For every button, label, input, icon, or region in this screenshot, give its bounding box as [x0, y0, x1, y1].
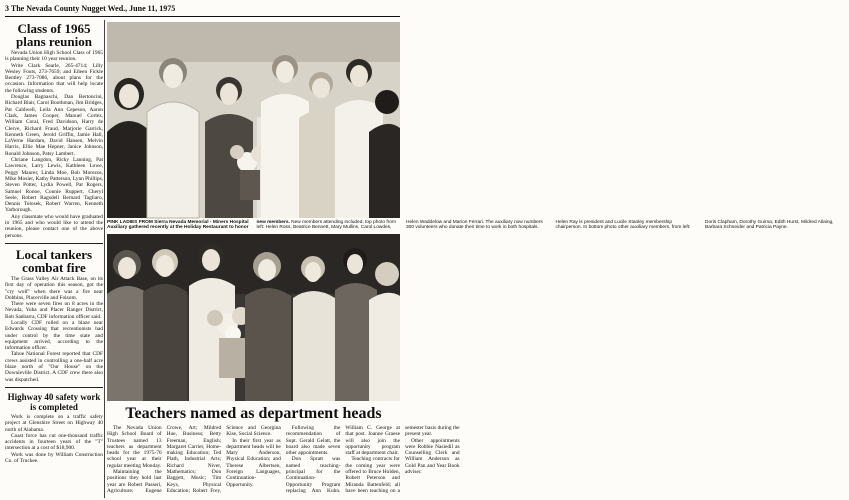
issue-date: Wed., June 11, 1975 [107, 4, 176, 13]
page-header [5, 4, 400, 16]
tankers-paragraph: The Grass Valley Air Attack Base, on its first day of operation this season, got the "cry wolf" when there was a fire near Dobbins, Placerville and Folsom. [5, 275, 103, 301]
pink-ladies-photo-top [107, 22, 400, 218]
group-photo-illustration [107, 234, 400, 401]
photo-caption [107, 220, 834, 234]
tankers-paragraph: There were seven fires on 8 acres in the Nevada, Yuba and Placer Ranger District, Bob Sanbarra, CDF information officer said. [5, 301, 103, 320]
group-photo-illustration [107, 22, 400, 218]
tankers-paragraph: Tahoe National Forest reported that CDF crews assisted in controlling a one-half acre blaze north of "Our House" on the Downieville District. A CDF crew there also was dispatched. [5, 351, 103, 383]
paper-name: The Nevada County Nugget [10, 4, 106, 13]
tankers-headline: Local tankers combat fire [15, 246, 93, 275]
left-column [5, 22, 103, 500]
highway-headline: Highway 40 safety work is completed [7, 391, 101, 412]
header-rule [5, 16, 400, 17]
article-paragraph: The Nevada Union High School Board of Trustees named 13 teachers as department heads for the 1975-76 school year at their regular meeting Monday. [107, 425, 162, 469]
article-paragraph: Other appointments were Robbie Nasiedil as Counselling Clerk and William Anderson as Gold Pan and Year Book adviser. [404, 437, 460, 476]
highway-paragraph: Work was done by William Construction Co. of Truckee. [5, 451, 103, 465]
article-paragraph: Don Spratt was named teaching-principal for the Continuation-Opportunity Program replacing Ann Kuhn. William C. George at that post. Joanne Graese will also join the opportunity program staff at department chair. [285, 425, 400, 494]
story-divider [5, 243, 103, 244]
article-paragraph: Teaching contracts for the coming year were offered to Bruce Holden, Robert Peterson and Miranda Battenfeld; all have been teaching on a semester basis during the present year. [345, 425, 460, 494]
teachers-article [107, 425, 460, 500]
page-number: 3 [5, 4, 9, 13]
reunion-headline: Class of 1965 plans reunion [16, 21, 92, 49]
reunion-paragraph: Douglas Bagnaschi, Dan Bertoncini, Richard Blair, Carol Boothman, Jim Bridges, Pat Caldwell, Leila Ann Cepeson, Aaron Clark, James Cooper, Manuel Cortez, William Coral, Fred Davidson, Harry de Clerve, Richard Fraud, Marjorie Garrick, Kenneth Green, Jerold Griffin, Jamie Hall, LaVerne Hardam, David Hansen, Melvin Harris, Ellie Mae Hepner, Janice Johnson, Ronald Johnson, Patsy Lambert. [5, 94, 103, 157]
reunion-paragraph: Chriane Langdon, Ricky Lanning, Pat Lawrence, Larry Lewis, Kathleen Lowe, Peggy Maurer, Linda Moe, Bob Morezos, Mike Mosier, Kathy Patterson, Lynn Phillips, Steven Potter, Lydia Powell, Pat Rogers, Samuel Ronoe, Connie Ruppert, Cheryl Seele, Robert Ragsdell Bernard Tagliaro, Dennis Tolosek, Robert Warren, Kenneth Yarborough. [5, 157, 104, 214]
teachers-headline: Teachers named as department heads [125, 405, 382, 422]
column-rule [104, 20, 105, 498]
highway-paragraph: Coast force has cut one-thousand traffic accidents in fourteen years of the "T" intersection at a cost of $18,900. [5, 432, 103, 452]
story-divider [5, 387, 103, 388]
caption-body: New members attending included, top photo from left: Helen Ross, Beatrice Bennett, Mary Mullins, Carol Lowdes, Helen Waddelow and Marion Ferrari. The auxiliary now numbers 300 volunteers who donate their time to work in both hospitals. Helen Ray is president and Lucile Stanley membership chairperson. In bottom photo other auxiliary members, from left: Doris Clapham, Dorothy Guirna, Edith Hurst, Mildred Allaing, Barbara Schneider and Patricia Payne. [256, 220, 834, 231]
reunion-paragraph: Write Clark Searle, 265-4714; Lilly Wesley Fouts, 273-7659; and Eileen Fickle Bentley 273-7086, about plans for the occasion. Information that will help locate the following students. [5, 62, 103, 94]
article-paragraph: In their first year as department heads will be Mary Anderson, Physical Education; and Therese Albertsen, Foreign Languages, Continuation-Opportunity. [226, 437, 281, 488]
pink-ladies-photo-bottom [107, 234, 400, 401]
tankers-paragraph: Locally CDF rolled on a blaze near Edwards Crossing that recreationists had under control by the time state and equipment arrived, according to the information officer. [5, 319, 103, 352]
article-paragraph: Following the recommendation of Supt. Gerald Gelatt, the board also made seven other appointments. [285, 425, 341, 457]
article-paragraph: Maintaining the positions they hold last year are Robert Passeri, Agriculture; Eugene Crowe, Art; Mildred Hue, Business; Betty Freeman, English; Margaret Carrier, Home-making Education; Ted Plath, Industrial Arts; Richard Niver, Mathematics; Don Baggett, Music; Tim Keys, Physical Education; Robert Frey, Science and Georgina Kise, Social Science. [107, 425, 281, 494]
highway-paragraph: Work is complete on a traffic safety project at Glenshire Street on Highway 40 north of Alabama. [5, 413, 103, 433]
reunion-paragraph: Any classmate who would have graduated in 1965 and who would like to attend the reunion, please contact one of the above persons. [5, 213, 103, 239]
caption-lead: PINK LADIES FROM Sierra Nevada Memorial - Miners Hospital Auxiliary gathered recently at the Holiday Restaurant to honor new members. [107, 220, 290, 231]
reunion-paragraph: Nevada Union High School Class of 1965 is planning their 10 year reunion. [5, 50, 103, 63]
